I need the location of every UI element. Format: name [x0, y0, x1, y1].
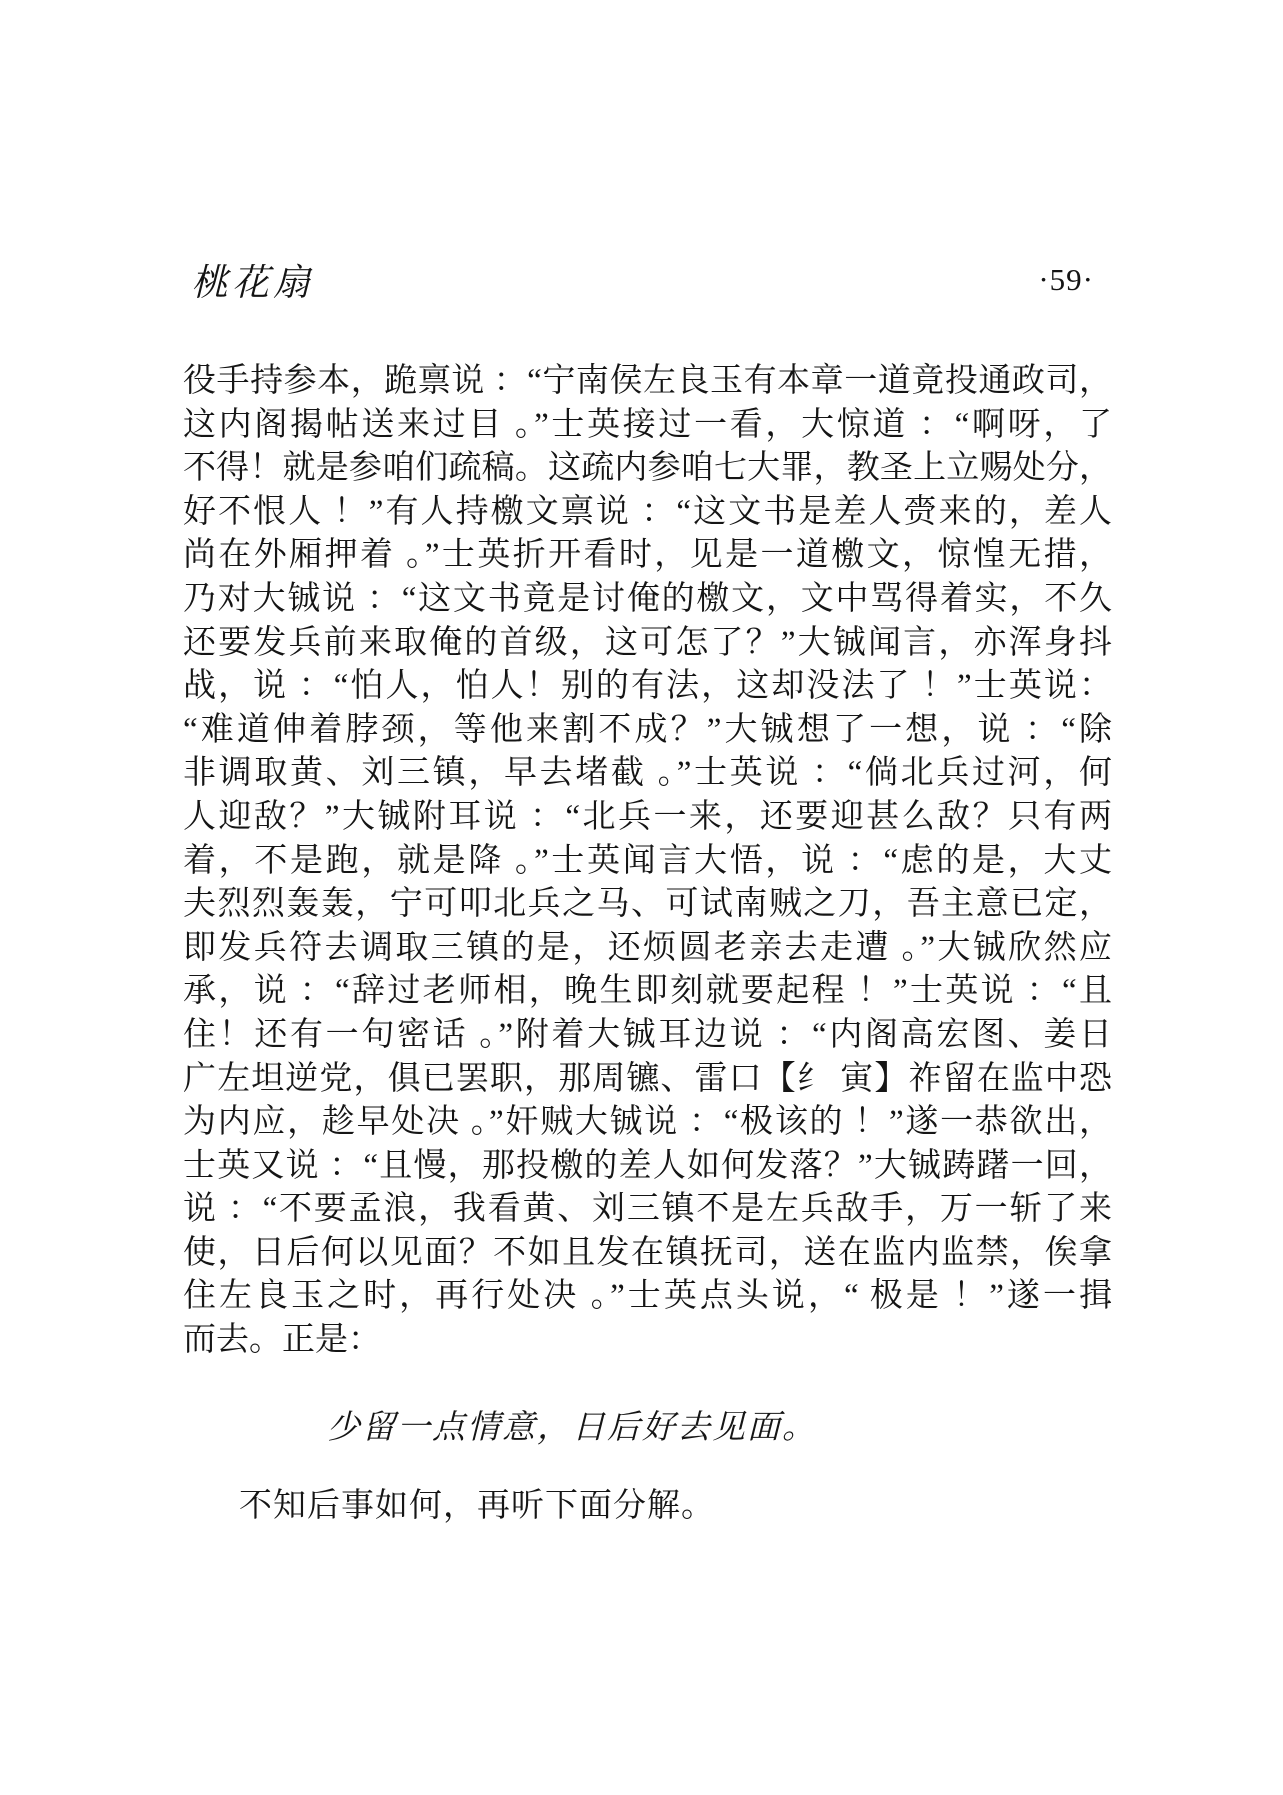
page-number: ·59· — [1038, 262, 1094, 297]
body-line: 即发兵符去调取三镇的是，还烦圆老亲去走遭 。”大铖欣然应 — [183, 929, 1112, 966]
running-head — [183, 248, 1112, 304]
body-line: 役手持参本，跪禀说 ：“宁南侯左良玉有本章一道竟投通政司， — [183, 363, 1112, 399]
body-line: 这内阁揭帖送来过目 。”士英接过一看，大惊道 ：“啊呀，了 — [183, 406, 1112, 443]
body-line: 使，日后何以见面？不如且发在镇抚司，送在监内监禁，俟拿 — [183, 1234, 1112, 1271]
body-line: 尚在外厢押着 。”士英折开看时，见是一道檄文，惊惶无措， — [183, 537, 1112, 574]
body-line: 士英又说 ：“且慢，那投檄的差人如何发落？”大铖踌躇一回， — [183, 1147, 1112, 1184]
body-line: 非调取黄、刘三镇，早去堵截 。”士英说 ：“倘北兵过河，何 — [183, 755, 1112, 792]
body-line: 说 ：“不要孟浪，我看黄、刘三镇不是左兵敌手，万一斩了来 — [183, 1191, 1112, 1228]
body-line: 不得！就是参咱们疏稿。这疏内参咱七大罪，教圣上立赐处分， — [183, 450, 1112, 487]
body-line: “难道伸着脖颈，等他来割不成？”大铖想了一想，说 ：“除 — [183, 711, 1112, 748]
body-line: 战，说 ：“怕人，怕人！别的有法，这却没法了 ！”士英说： — [183, 668, 1112, 705]
body-text-block — [183, 360, 1112, 1363]
body-line: 人迎敌？”大铖附耳说 ：“北兵一来，还要迎甚么敌？只有两 — [183, 798, 1112, 835]
body-line: 着，不是跑，就是降 。”士英闻言大悟，说 ：“虑的是，大丈 — [183, 842, 1112, 879]
body-line: 夫烈烈轰轰，宁可叩北兵之马、可试南贼之刀，吾主意已定， — [183, 886, 1112, 923]
body-line: 承，说 ：“辞过老师相，晚生即刻就要起程 ！”士英说 ：“且 — [183, 973, 1112, 1010]
closing-line: 不知后事如何，再听下面分解。 — [239, 1488, 715, 1524]
body-line: 广左坦逆党，俱已罢职，那周镳、雷口【纟 寅】祚留在监中恐 — [183, 1060, 1112, 1097]
body-line: 住左良玉之时，再行处决 。”士英点头说，“ 极是 ！”遂一揖 — [183, 1278, 1112, 1315]
body-line: 住！还有一句密话 。”附着大铖耳边说 ：“内阁高宏图、姜日 — [183, 1016, 1112, 1053]
verse-line: 少留一点情意，日后好去见面。 — [327, 1410, 817, 1446]
body-line: 为内应，趁早处决 。”奸贼大铖说 ：“极该的 ！”遂一恭欲出， — [183, 1104, 1112, 1141]
body-line: 而去。正是： — [183, 1322, 381, 1359]
body-line: 还要发兵前来取俺的首级，这可怎了？”大铖闻言，亦浑身抖 — [183, 624, 1112, 661]
book-title: 桃花扇 — [191, 263, 314, 304]
body-line: 乃对大铖说 ：“这文书竟是讨俺的檄文，文中骂得着实，不久 — [183, 580, 1112, 617]
body-line: 好不恨人 ！”有人持檄文禀说 ：“这文书是差人赍来的，差人 — [183, 493, 1112, 530]
